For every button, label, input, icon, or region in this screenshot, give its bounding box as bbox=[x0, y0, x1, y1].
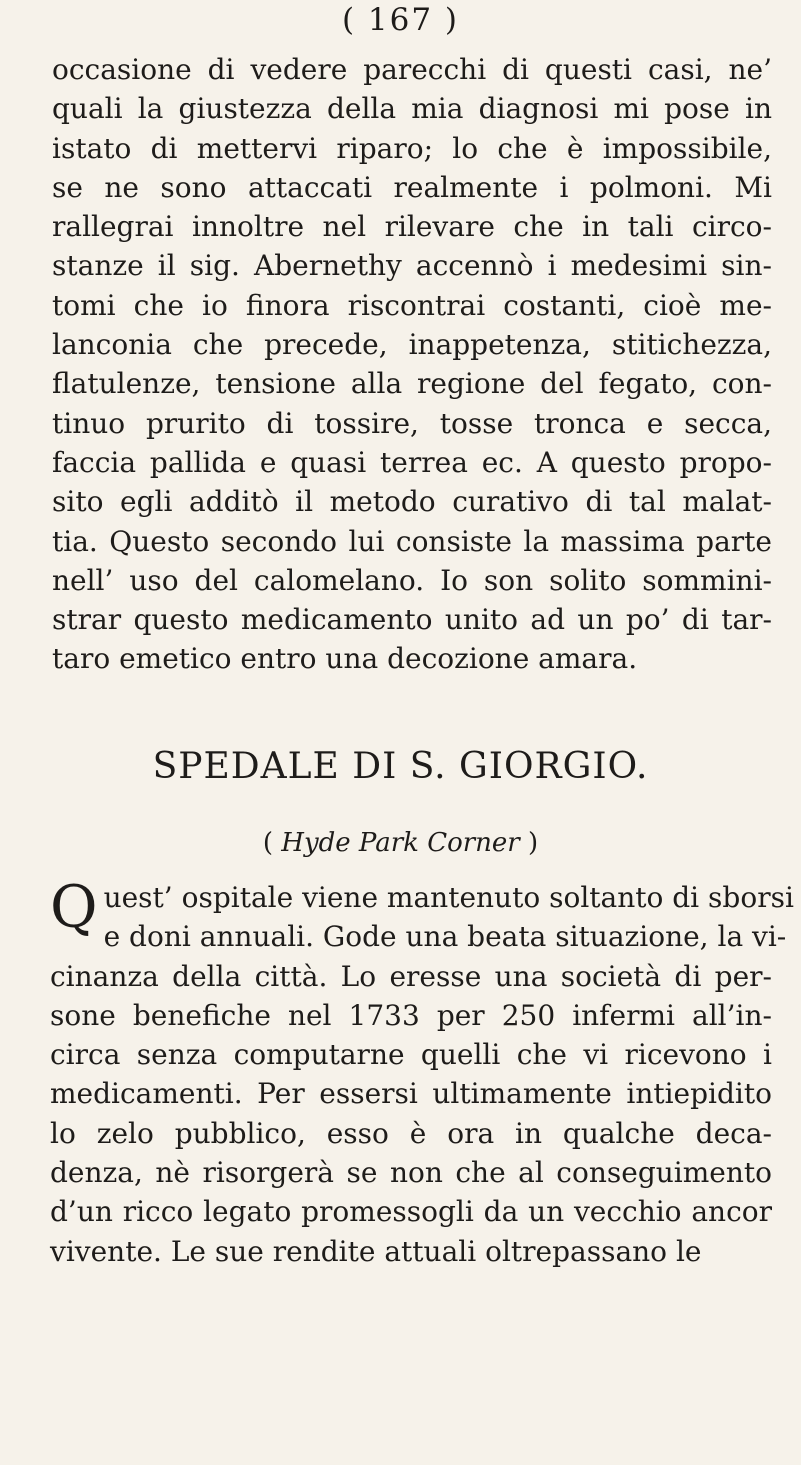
page-number: ( 167 ) bbox=[341, 2, 460, 38]
text-line: vivente. Le sue rendite attuali oltrepassano le bbox=[50, 1234, 702, 1268]
text-line: tinuo prurito di tossire, tosse tronca e secca, bbox=[52, 406, 772, 440]
text-line: occasione di vedere parecchi di questi casi, ne’ bbox=[52, 53, 772, 86]
text-line: uest’ ospitale viene mantenuto soltanto di sborsi bbox=[103, 881, 794, 914]
text-line: medicamenti. Per essersi ultimamente intiepidito bbox=[50, 1077, 772, 1111]
text-line: tomi che io finora riscontrai costanti, cioè me- bbox=[52, 288, 772, 322]
text-line: flatulenze, tensione alla regione del fegato, con- bbox=[52, 367, 772, 401]
text-line: tia. Questo secondo lui consiste la massima parte bbox=[52, 524, 772, 558]
drop-cap: Q bbox=[50, 873, 98, 941]
text-line: sone benefiche nel 1733 per 250 infermi all’in- bbox=[50, 998, 772, 1032]
text-line: se ne sono attaccati realmente i polmoni. Mi bbox=[52, 170, 772, 204]
text-line: lanconia che precede, inappetenza, stitichezza, bbox=[52, 328, 772, 362]
subheading-location: Hyde Park Corner bbox=[281, 828, 520, 858]
text-line: lo zelo pubblico, esso è ora in qualche deca- bbox=[50, 1116, 772, 1150]
text-line: denza, nè risorgerà se non che al conseguimento bbox=[50, 1156, 772, 1190]
text-line: sito egli additò il metodo curativo di tal malat- bbox=[52, 485, 772, 519]
paragraph-1 bbox=[52, 50, 772, 679]
text-line: quali la giustezza della mia diagnosi mi pose in bbox=[52, 92, 772, 126]
subheading-open-paren: ( bbox=[262, 828, 273, 858]
text-line: stanze il sig. Abernethy accennò i medesimi sin- bbox=[52, 249, 772, 283]
text-line: nell’ uso del calomelano. Io son solito sommini- bbox=[52, 563, 772, 597]
text-line: e doni annuali. Gode una beata situazione, la vi- bbox=[103, 920, 787, 954]
text-line: strar questo medicamento unito ad un po’ di tar- bbox=[52, 603, 772, 637]
text-line: d’un ricco legato promessogli da un vecchio ancor bbox=[50, 1195, 772, 1229]
text-line: istato di mettervi riparo; lo che è impossibile, bbox=[52, 131, 772, 165]
text-line: rallegrai innoltre nel rilevare che in tali circo- bbox=[52, 210, 772, 244]
text-line: faccia pallida e quasi terrea ec. A questo propo- bbox=[52, 445, 772, 479]
text-line: cinanza della città. Lo eresse una società di per- bbox=[50, 959, 772, 993]
section-subheading bbox=[0, 828, 801, 858]
subheading-close-paren: ) bbox=[528, 828, 539, 858]
text-line: taro emetico entro una decozione amara. bbox=[52, 642, 638, 676]
paragraph-2 bbox=[50, 873, 794, 1271]
section-heading: SPEDALE DI S. GIORGIO. bbox=[152, 746, 649, 787]
text-line: circa senza computarne quelli che vi ricevono i bbox=[50, 1038, 772, 1072]
